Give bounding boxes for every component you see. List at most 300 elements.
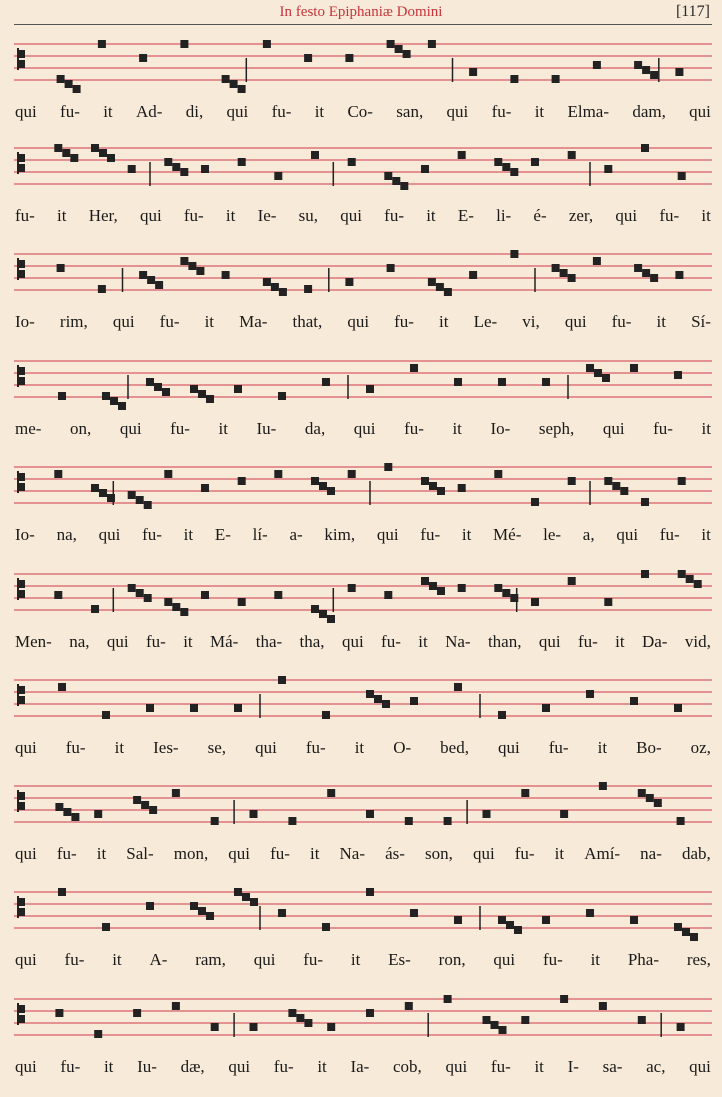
neume-note — [410, 697, 418, 705]
neume-note — [604, 598, 612, 606]
neume-note — [271, 283, 279, 291]
neume-note — [654, 799, 662, 807]
lyric-syllable: fu- — [270, 844, 290, 863]
neume-note — [542, 704, 550, 712]
chant-system — [0, 884, 722, 990]
lyric-syllable: it — [418, 632, 428, 651]
lyric-syllable: than, — [487, 632, 522, 651]
neume-note — [102, 711, 110, 719]
lyric-syllable: me- — [15, 419, 42, 438]
lyric-syllable: qui — [226, 102, 249, 121]
lyric-syllable: Es- — [388, 950, 411, 969]
neume-note — [599, 782, 607, 790]
neume-note — [498, 711, 506, 719]
lyric-syllable: fu- — [273, 1057, 294, 1076]
lyric-syllable: qui — [353, 419, 376, 438]
neume-note — [491, 1021, 499, 1029]
lyric-syllable: Her, — [88, 206, 118, 225]
lyric-syllable: bed, — [440, 738, 469, 757]
neume-note — [454, 916, 462, 924]
neume-note — [366, 810, 374, 818]
neume-note — [499, 1026, 507, 1034]
lyric-syllable: Io- — [490, 419, 511, 438]
neume-note — [429, 582, 437, 590]
lyric-syllable: it — [554, 844, 565, 863]
chant-system — [0, 566, 722, 672]
lyric-syllable: qui — [498, 738, 520, 757]
neume-note — [128, 584, 136, 592]
neume-note — [641, 144, 649, 152]
neume-note — [599, 1002, 607, 1010]
neume-note — [642, 66, 650, 74]
lyric-syllable: ram, — [195, 950, 226, 969]
neume-note — [682, 928, 690, 936]
lyric-syllable: qui — [376, 525, 399, 544]
neume-note — [304, 285, 312, 293]
lyric-syllable: it — [204, 312, 215, 331]
lyric-syllable: qui — [341, 632, 364, 651]
neume-note — [98, 40, 106, 48]
neume-note — [128, 165, 136, 173]
neume-note — [674, 371, 682, 379]
neume-note — [311, 605, 319, 613]
lyric-syllable: it — [314, 102, 325, 121]
lyric-syllable: it — [317, 1057, 327, 1076]
lyric-syllable: fu- — [577, 632, 598, 651]
neume-note — [641, 570, 649, 578]
lyric-syllable: qui — [340, 206, 362, 225]
neume-note — [405, 817, 413, 825]
lyric-syllable: qui — [446, 102, 469, 121]
c-clef-icon — [17, 896, 25, 918]
neume-note — [677, 1023, 685, 1031]
lyric-syllable: qui — [689, 1057, 711, 1076]
neume-note — [483, 1016, 491, 1024]
lyric-syllable: qui — [689, 102, 711, 121]
neume-note — [593, 257, 601, 265]
neume-note — [196, 267, 204, 275]
neume-note — [421, 165, 429, 173]
lyric-syllable: it — [590, 950, 601, 969]
neume-note — [594, 369, 602, 377]
neume-note — [400, 182, 408, 190]
neume-note — [54, 144, 62, 152]
lyric-syllable: é- — [533, 206, 547, 225]
lyric-syllable: qui — [255, 738, 277, 757]
lyric-syllable: it — [534, 1057, 544, 1076]
neume-note — [392, 177, 400, 185]
neume-note — [234, 704, 242, 712]
neume-note — [94, 810, 102, 818]
neume-note — [70, 154, 78, 162]
chant-system — [0, 991, 722, 1097]
lyric-syllable: qui — [253, 950, 276, 969]
neume-note — [304, 1019, 312, 1027]
neume-note — [345, 54, 353, 62]
neume-note — [405, 1002, 413, 1010]
neume-note — [531, 158, 539, 166]
lyric-syllable: fu- — [170, 419, 190, 438]
neume-note — [454, 378, 462, 386]
lyric-syllable: tha, — [299, 632, 325, 651]
neume-note — [180, 40, 188, 48]
neume-note — [238, 598, 246, 606]
neume-note — [201, 591, 209, 599]
neume-note — [531, 498, 539, 506]
lyric-syllable: fu- — [491, 102, 512, 121]
neume-note — [71, 813, 79, 821]
lyric-syllable: qui — [119, 419, 142, 438]
neume-note — [274, 172, 282, 180]
neume-note — [560, 810, 568, 818]
neume-note — [384, 172, 392, 180]
lyric-syllable: Na- — [445, 632, 471, 651]
neume-note — [234, 385, 242, 393]
neume-note — [164, 470, 172, 478]
neume-note — [55, 1009, 63, 1017]
neume-note — [201, 484, 209, 492]
neume-note — [586, 690, 594, 698]
neume-note — [62, 149, 70, 157]
neume-note — [172, 603, 180, 611]
neume-note — [155, 281, 163, 289]
neume-note — [675, 271, 683, 279]
lyric-syllable: qui — [347, 312, 370, 331]
neume-note — [279, 288, 287, 296]
neume-note — [73, 85, 81, 93]
neume-note — [211, 1023, 219, 1031]
neume-note — [57, 264, 65, 272]
neume-note — [348, 158, 356, 166]
lyric-syllable: fu- — [490, 1057, 511, 1076]
neume-note — [469, 68, 477, 76]
lyric-syllable: qui — [538, 632, 561, 651]
neume-note — [222, 75, 230, 83]
neume-note — [630, 697, 638, 705]
neume-note — [146, 902, 154, 910]
neume-note — [144, 594, 152, 602]
lyric-syllable: Ie- — [257, 206, 277, 225]
neume-note — [374, 695, 382, 703]
neume-note — [172, 789, 180, 797]
neume-note — [429, 482, 437, 490]
lyric-syllable: tha- — [255, 632, 283, 651]
lyric-syllable: son, — [425, 844, 453, 863]
lyric-syllable: fu- — [159, 312, 180, 331]
neume-note — [164, 598, 172, 606]
page-number: [117] — [675, 3, 710, 20]
lyric-syllable: qui — [139, 206, 162, 225]
neume-note — [311, 477, 319, 485]
neume-note — [483, 810, 491, 818]
lyric-syllable: it — [112, 950, 122, 969]
lyric-syllable: fu- — [420, 525, 441, 544]
neume-note — [384, 591, 392, 599]
lyric-syllable: Ia- — [350, 1057, 370, 1076]
neume-note — [238, 477, 246, 485]
neume-note — [542, 378, 550, 386]
neume-note — [634, 264, 642, 272]
lyric-syllable: fu- — [271, 102, 292, 121]
chant-system — [0, 36, 722, 142]
lyric-syllable: it — [597, 738, 608, 757]
neume-note — [568, 151, 576, 159]
lyric-syllable: Sal- — [126, 844, 154, 863]
neume-note — [322, 711, 330, 719]
neume-note — [311, 151, 319, 159]
lyric-syllable: dab, — [681, 844, 711, 863]
neume-note — [510, 250, 518, 258]
neume-note — [190, 704, 198, 712]
lyric-syllable: E- — [214, 525, 231, 544]
lyric-syllable: fu- — [183, 206, 204, 225]
lyric-syllable: dam, — [632, 102, 666, 121]
lyric-syllable: Sí- — [691, 312, 711, 331]
neume-note — [180, 257, 188, 265]
header-rule — [14, 24, 712, 25]
neume-note — [437, 487, 445, 495]
neume-note — [190, 902, 198, 910]
neume-note — [458, 584, 466, 592]
neume-note — [674, 704, 682, 712]
lyric-syllable: qui — [616, 525, 639, 544]
lyric-syllable: it — [534, 102, 545, 121]
neume-note — [444, 817, 452, 825]
neume-note — [172, 163, 180, 171]
lyric-syllable: qui — [15, 102, 37, 121]
lyric-syllable: it — [183, 632, 193, 651]
lyric-syllable: fu- — [384, 206, 404, 225]
neume-note — [141, 801, 149, 809]
lyric-syllable: qui — [15, 950, 37, 969]
lyric-syllable: seph, — [538, 419, 575, 438]
neume-note — [498, 378, 506, 386]
lyric-syllable: fu- — [60, 102, 80, 121]
lyric-syllable: it — [103, 1057, 114, 1076]
lyric-syllable: fu- — [142, 525, 162, 544]
lyric-syllable: da, — [304, 419, 326, 438]
lyric-syllable: ás- — [385, 844, 405, 863]
neume-note — [57, 75, 65, 83]
chant-system — [0, 140, 722, 246]
neume-note — [110, 397, 118, 405]
lyric-syllable: oz, — [690, 738, 711, 757]
neume-note — [278, 676, 286, 684]
neume-note — [274, 470, 282, 478]
neume-note — [322, 378, 330, 386]
neume-note — [531, 598, 539, 606]
neume-note — [91, 144, 99, 152]
neume-note — [54, 470, 62, 478]
lyric-syllable: fu- — [659, 525, 680, 544]
lyric-syllable: it — [354, 738, 365, 757]
lyric-syllable: qui — [106, 632, 129, 651]
lyric-syllable: rim, — [59, 312, 88, 331]
lyric-syllable: fu- — [305, 738, 326, 757]
lyric-syllable: it — [103, 102, 113, 121]
neume-note — [678, 570, 686, 578]
lyric-syllable: I- — [567, 1057, 579, 1076]
lyric-syllable: it — [701, 525, 711, 544]
neume-note — [382, 700, 390, 708]
chant-system — [0, 353, 722, 459]
neume-note — [634, 61, 642, 69]
neume-note — [198, 390, 206, 398]
neume-note — [63, 808, 71, 816]
lyric-syllable: se, — [207, 738, 227, 757]
page-header — [0, 0, 722, 26]
lyric-syllable: Ies- — [153, 738, 179, 757]
neume-note — [327, 487, 335, 495]
lyric-syllable: it — [114, 738, 125, 757]
lyric-syllable: ac, — [646, 1057, 666, 1076]
neume-note — [494, 470, 502, 478]
neume-note — [250, 1023, 258, 1031]
neume-note — [552, 264, 560, 272]
neume-note — [206, 912, 214, 920]
lyric-syllable: dæ, — [180, 1057, 205, 1076]
neume-note — [296, 1014, 304, 1022]
neume-note — [164, 158, 172, 166]
lyric-syllable: fu- — [404, 419, 424, 438]
lyric-syllable: Pha- — [627, 950, 660, 969]
lyric-syllable: Men- — [15, 632, 52, 651]
neume-note — [319, 610, 327, 618]
neume-note — [494, 584, 502, 592]
c-clef-icon — [17, 684, 25, 706]
lyric-syllable: it — [225, 206, 236, 225]
lyric-line — [14, 844, 712, 868]
c-clef-icon — [17, 258, 25, 280]
lyric-syllable: lí- — [252, 525, 268, 544]
neume-note — [366, 1009, 374, 1017]
neume-note — [675, 68, 683, 76]
neume-note — [366, 888, 374, 896]
lyric-syllable: qui — [493, 950, 516, 969]
neume-note — [107, 154, 115, 162]
lyric-syllable: na, — [56, 525, 77, 544]
lyric-line — [14, 738, 712, 762]
neume-note — [136, 496, 144, 504]
lyric-syllable: Io- — [15, 312, 35, 331]
lyric-syllable: fu- — [64, 950, 85, 969]
neume-note — [118, 402, 126, 410]
neume-note — [91, 605, 99, 613]
lyric-line — [14, 1057, 712, 1081]
neume-note — [91, 484, 99, 492]
lyric-syllable: qui — [15, 1057, 37, 1076]
lyric-syllable: qui — [112, 312, 135, 331]
neume-note — [560, 995, 568, 1003]
lyric-syllable: Le- — [473, 312, 498, 331]
neume-note — [345, 278, 353, 286]
neume-note — [642, 269, 650, 277]
neume-note — [641, 498, 649, 506]
neume-note — [494, 158, 502, 166]
neume-note — [172, 1002, 180, 1010]
neume-note — [521, 1016, 529, 1024]
lyric-syllable: fu- — [514, 844, 535, 863]
neume-note — [319, 482, 327, 490]
neume-note — [322, 923, 330, 931]
lyric-syllable: fu- — [56, 844, 77, 863]
neume-note — [586, 909, 594, 917]
neume-note — [128, 491, 136, 499]
neume-note — [384, 463, 392, 471]
neume-note — [638, 789, 646, 797]
lyric-syllable: na, — [69, 632, 90, 651]
neume-note — [102, 392, 110, 400]
lyric-line — [14, 632, 712, 656]
c-clef-icon — [17, 790, 25, 812]
neume-note — [593, 61, 601, 69]
lyric-syllable: it — [96, 844, 107, 863]
neume-note — [568, 274, 576, 282]
neume-note — [469, 271, 477, 279]
neume-note — [410, 909, 418, 917]
lyric-syllable: A- — [149, 950, 168, 969]
neume-note — [586, 364, 594, 372]
lyric-syllable: san, — [396, 102, 424, 121]
lyric-syllable: it — [350, 950, 361, 969]
neume-note — [190, 385, 198, 393]
neume-note — [250, 810, 258, 818]
neume-note — [304, 54, 312, 62]
lyric-syllable: vid, — [684, 632, 711, 651]
neume-note — [144, 501, 152, 509]
lyric-syllable: su, — [298, 206, 319, 225]
lyric-syllable: Bo- — [636, 738, 662, 757]
c-clef-icon — [17, 152, 25, 174]
neume-note — [94, 1030, 102, 1038]
neume-note — [694, 580, 702, 588]
chant-system — [0, 672, 722, 778]
lyric-syllable: qui — [228, 1057, 251, 1076]
neume-note — [428, 40, 436, 48]
lyric-syllable: it — [452, 419, 462, 438]
neume-note — [514, 926, 522, 934]
neume-note — [506, 921, 514, 929]
neume-note — [552, 75, 560, 83]
neume-note — [65, 80, 73, 88]
neume-note — [444, 288, 452, 296]
neume-note — [410, 364, 418, 372]
neume-note — [686, 575, 694, 583]
neume-note — [348, 470, 356, 478]
lyric-syllable: fu- — [394, 312, 414, 331]
neume-note — [99, 149, 107, 157]
neume-note — [521, 789, 529, 797]
neume-note — [139, 271, 147, 279]
neume-note — [421, 477, 429, 485]
neume-note — [146, 378, 154, 386]
neume-note — [147, 276, 155, 284]
neume-note — [678, 172, 686, 180]
neume-note — [395, 45, 403, 53]
lyric-line — [14, 312, 712, 336]
lyric-syllable: it — [426, 206, 436, 225]
neume-note — [403, 50, 411, 58]
neume-note — [58, 683, 66, 691]
lyric-syllable: fu- — [659, 206, 680, 225]
lyric-syllable: fu- — [542, 950, 563, 969]
neume-note — [146, 704, 154, 712]
lyric-syllable: mon, — [173, 844, 209, 863]
lyric-syllable: it — [461, 525, 472, 544]
neume-note — [366, 690, 374, 698]
neume-note — [58, 392, 66, 400]
neume-note — [458, 151, 466, 159]
